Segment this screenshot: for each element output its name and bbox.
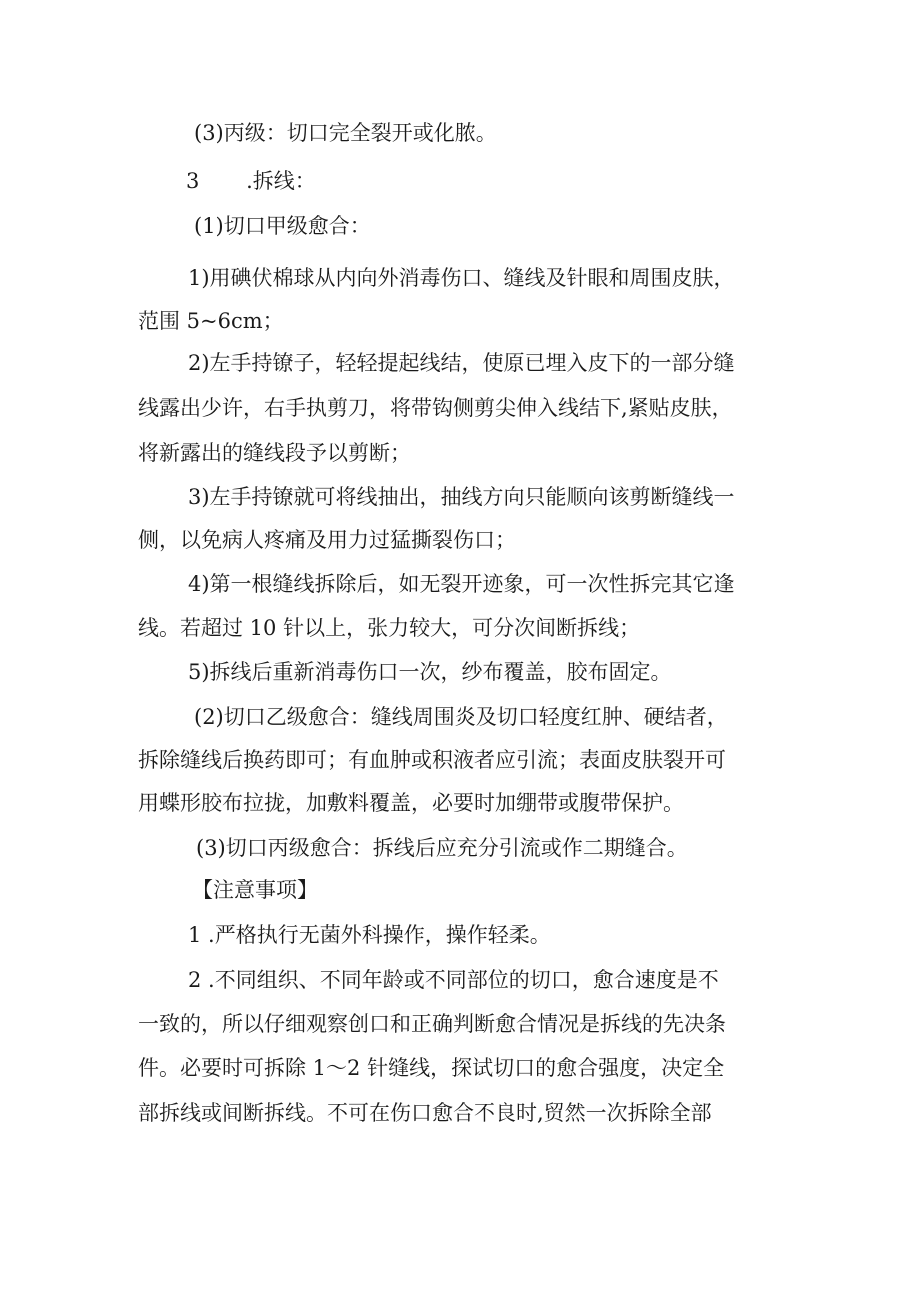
text-line: 5)拆线后重新消毒伤口一次，纱布覆盖，胶布固定。 [188, 660, 672, 684]
text-line: 一致的，所以仔细观察创口和正确判断愈合情况是拆线的先决条 [138, 1012, 726, 1036]
text-line: (2)切口乙级愈合：缝线周围炎及切口轻度红肿、硬结者， [194, 705, 728, 729]
text-line: (3)切口丙级愈合：拆线后应充分引流或作二期缝合。 [196, 836, 688, 860]
text-line: (3)丙级：切口完全裂开或化脓。 [194, 121, 497, 145]
text-line: 4)第一根缝线拆除后，如无裂开迹象，可一次性拆完其它逢 [188, 572, 735, 596]
text-line: 3)左手持镣就可将线抽出，抽线方向只能顺向该剪断缝线一 [188, 485, 735, 509]
text-line: 范围 5~6cm； [138, 309, 284, 333]
text-line: 1 .严格执行无菌外科操作，操作轻柔。 [188, 923, 551, 947]
section-heading: 3 .拆线： [186, 169, 316, 193]
section-heading: 【注意事项】 [192, 878, 318, 902]
text-line: 线。若超过 10 针以上，张力较大，可分次间断拆线； [138, 616, 641, 640]
text-line: 件。必要时可拆除 1～2 针缝线，探试切口的愈合强度，决定全 [138, 1056, 725, 1080]
text-line: 将新露出的缝线段予以剪断； [138, 441, 411, 465]
text-line: 侧，以免病人疼痛及用力过猛撕裂伤口； [138, 528, 516, 552]
text-line: 用蝶形胶布拉拢，加敷料覆盖，必要时加绷带或腹带保护。 [138, 791, 684, 815]
text-line: 线露出少许，右手执剪刀，将带钩侧剪尖伸入线结下,紧贴皮肤， [138, 396, 733, 420]
text-line: 1)用碘伏棉球从内向外消毒伤口、缝线及针眼和周围皮肤， [188, 266, 735, 290]
text-line: 部拆线或间断拆线。不可在伤口愈合不良时,贸然一次拆除全部 [138, 1101, 712, 1125]
text-line: 2)左手持镣子，轻轻提起线结，使原已埋入皮下的一部分缝 [188, 351, 735, 375]
text-line: 2 .不同组织、不同年龄或不同部位的切口，愈合速度是不 [188, 968, 719, 992]
text-line: 拆除缝线后换药即可；有血肿或积液者应引流；表面皮肤裂开可 [138, 748, 726, 772]
text-line: (1)切口甲级愈合： [194, 214, 371, 238]
